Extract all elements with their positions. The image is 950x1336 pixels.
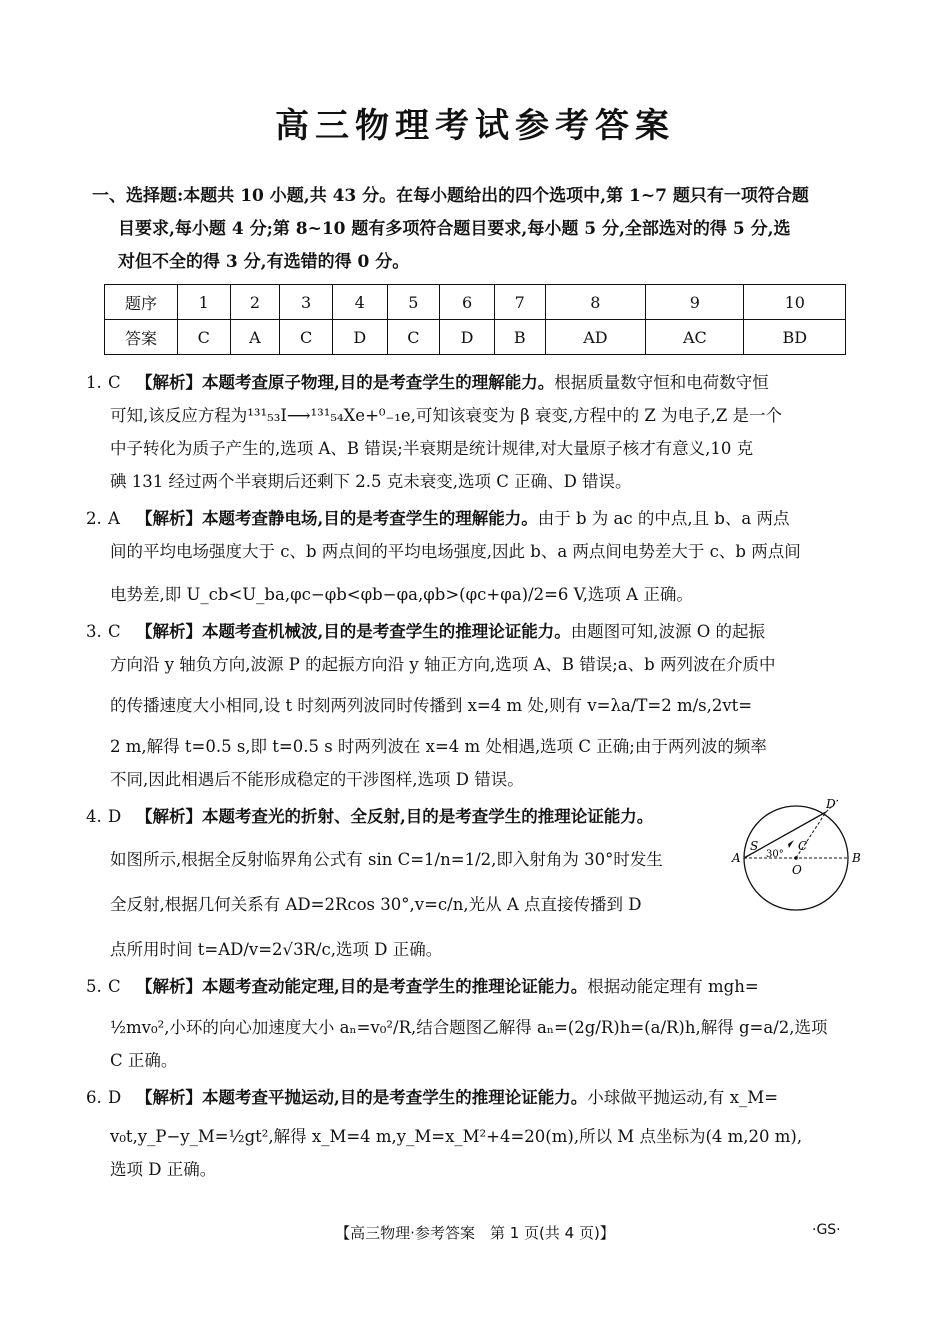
item-tag: 【解析】本题考查光的折射、全反射,目的是考查学生的推理论证能力。 — [136, 807, 654, 826]
item-line: 如图所示,根据全反射临界角公式有 sin C=1/n=1/2,即入射角为 30°时发生 — [110, 850, 663, 869]
table-row-answers — [105, 320, 846, 355]
label-angle: 30° — [766, 849, 784, 860]
item-body — [86, 648, 864, 796]
item-body — [86, 535, 864, 611]
intro-line: 对但不全的得 3 分,有选错的得 0 分。 — [118, 252, 410, 272]
item-line: 点所用时间 t=AD/v=2√3R/c,选项 D 正确。 — [110, 940, 443, 959]
table-cell: 4 — [332, 285, 387, 320]
page-footer: 【高三物理·参考答案 第 1 页(共 4 页)】 — [335, 1224, 615, 1242]
table-cell: 6 — [440, 285, 495, 320]
item-text: 根据动能定理有 mgh= — [587, 977, 759, 996]
center-point — [794, 856, 798, 860]
item-line: v₀t,y_P−y_M=½gt²,解得 x_M=4 m,y_M=x_M²+4=20(m),所以 M 点坐标为(4 m,20 m), — [110, 1127, 803, 1146]
item-text: 根据质量数守恒和电荷数守恒 — [554, 373, 769, 392]
item-line: 中子转化为质子产生的,选项 A、B 错误;半衰期是统计规律,对大量原子核才有意义,10 克 — [110, 439, 754, 458]
table-cell: AC — [646, 320, 744, 355]
item-answer: C — [108, 977, 121, 996]
table-cell: B — [494, 320, 545, 355]
item-line: 间的平均电场强度大于 c、b 两点间的平均电场强度,因此 b、a 两点间电势差大于 c、b 两点间 — [110, 542, 801, 561]
item-text: 由于 b 为 ac 的中点,且 b、a 两点 — [537, 509, 790, 528]
page-title: 高三物理考试参考答案 — [275, 106, 675, 146]
table-cell: A — [230, 320, 280, 355]
item-answer: D — [108, 1088, 122, 1107]
table-cell: 1 — [178, 285, 231, 320]
solution-item — [86, 1081, 864, 1186]
table-row-questions — [105, 285, 846, 320]
item-line: 不同,因此相遇后不能形成稳定的干涉图样,选项 D 错误。 — [110, 770, 524, 789]
table-cell: 8 — [545, 285, 646, 320]
item-line: 电势差,即 U_cb<U_ba,φc−φb<φb−φa,φb>(φc+φa)/2=6 V,选项 A 正确。 — [110, 585, 693, 604]
label-d: D — [826, 797, 836, 811]
item-body — [86, 1011, 864, 1077]
solution-item — [86, 970, 864, 1077]
label-c: C — [798, 839, 808, 853]
item-tag: 【解析】本题考查原子物理,目的是考查学生的理解能力。 — [136, 373, 555, 392]
item-number: 1. — [86, 373, 102, 392]
item-line: 2 m,解得 t=0.5 s,即 t=0.5 s 时两列波在 x=4 m 处相遇,选项 C 正确;由于两列波的频率 — [110, 737, 767, 756]
item-answer: D — [108, 807, 122, 826]
label-o: O — [792, 863, 802, 877]
table-cell: C — [387, 320, 440, 355]
solution-item — [86, 502, 864, 611]
item-line: 选项 D 正确。 — [110, 1160, 217, 1179]
answer-table — [104, 284, 846, 355]
table-header-cell: 题序 — [105, 285, 178, 320]
item-line: C 正确。 — [110, 1051, 178, 1070]
item-number: 3. — [86, 622, 102, 641]
item-line: 可知,该反应方程为¹³¹₅₃I⟶¹³¹₅₄Xe+⁰₋₁e,可知该衰变为 β 衰变,方程中的 Z 为电子,Z 是一个 — [110, 406, 783, 425]
item-line: 碘 131 经过两个半衰期后还剩下 2.5 克未衰变,选项 C 正确、D 错误。 — [110, 472, 632, 491]
label-b: B — [852, 851, 861, 865]
item-answer: A — [108, 509, 120, 528]
table-cell: 2 — [230, 285, 280, 320]
item-line: 方向沿 y 轴负方向,波源 P 的起振方向沿 y 轴正方向,选项 A、B 错误;a、b 两列波在介质中 — [110, 655, 776, 674]
item-body — [86, 843, 720, 966]
solution-item — [86, 615, 864, 796]
label-a: A — [732, 851, 741, 865]
gs-mark: ·GS· — [812, 1222, 841, 1238]
intro-line: 目要求,每小题 4 分;第 8~10 题有多项符合题目要求,每小题 5 分,全部选对的得 5 分,选 — [118, 219, 791, 239]
circle-diagram — [726, 796, 866, 916]
table-cell: AD — [545, 320, 646, 355]
item-body — [86, 1120, 864, 1186]
item-line: 全反射,根据几何关系有 AD=2Rcos 30°,v=c/n,光从 A 点直接传播到 D — [110, 895, 642, 914]
solutions-list — [86, 366, 864, 1190]
label-s: S — [750, 839, 759, 853]
item-tag: 【解析】本题考查动能定理,目的是考查学生的推理论证能力。 — [136, 977, 588, 996]
item-body — [86, 399, 864, 498]
table-cell: 5 — [387, 285, 440, 320]
item-answer: C — [108, 622, 121, 641]
solution-item — [86, 366, 864, 498]
table-cell: 9 — [646, 285, 744, 320]
item-tag: 【解析】本题考查平抛运动,目的是考查学生的推理论证能力。 — [136, 1088, 588, 1107]
table-cell: 7 — [494, 285, 545, 320]
item-tag: 【解析】本题考查静电场,目的是考查学生的理解能力。 — [136, 509, 538, 528]
table-cell: D — [440, 320, 495, 355]
table-cell: 3 — [280, 285, 333, 320]
item-number: 4. — [86, 807, 102, 826]
arrow-icon — [788, 840, 794, 848]
table-header-cell: 答案 — [105, 320, 178, 355]
item-number: 2. — [86, 509, 102, 528]
table-cell: C — [280, 320, 333, 355]
item-answer: C — [108, 373, 121, 392]
table-cell: 10 — [744, 285, 846, 320]
item-text: 由题图可知,波源 O 的起振 — [570, 622, 766, 641]
item-tag: 【解析】本题考查机械波,目的是考查学生的推理论证能力。 — [136, 622, 571, 641]
table-cell: BD — [744, 320, 846, 355]
intro-line: 一、选择题:本题共 10 小题,共 43 分。在每小题给出的四个选项中,第 1~7 题只有一项符合题 — [92, 186, 809, 206]
item-text: 小球做平抛运动,有 x_M= — [587, 1088, 779, 1107]
item-number: 6. — [86, 1088, 102, 1107]
item-number: 5. — [86, 977, 102, 996]
item-line: ½mv₀²,小环的向心加速度大小 aₙ=v₀²/R,结合题图乙解得 aₙ=(2g/R)h=(a/R)h,解得 g=a/2,选项 — [110, 1018, 828, 1037]
item-line: 的传播速度大小相同,设 t 时刻两列波同时传播到 x=4 m 处,则有 v=λa/T=2 m/s,2vt= — [110, 696, 753, 715]
table-cell: D — [332, 320, 387, 355]
table-cell: C — [178, 320, 231, 355]
section-intro — [92, 180, 864, 279]
